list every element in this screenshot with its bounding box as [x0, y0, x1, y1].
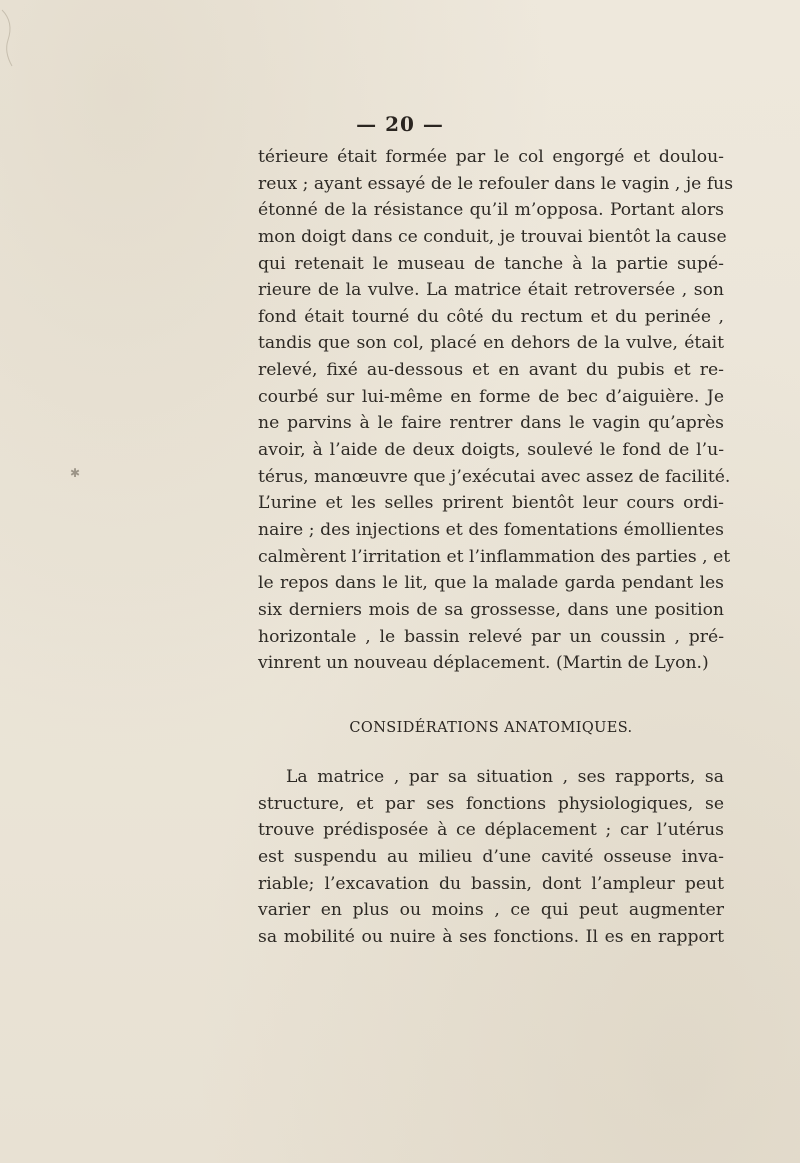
paragraph-anatomical-considerations — [258, 764, 724, 950]
text-line: ne parvins à le faire rentrer dans le vagin qu’après — [258, 413, 724, 434]
section-heading: CONSIDÉRATIONS ANATOMIQUES. — [349, 720, 633, 736]
paragraph-case-report — [258, 144, 734, 677]
text-line: térieure était formée par le col engorgé et doulou- — [258, 147, 724, 167]
text-line: structure, et par ses fonctions physiologiques, se — [258, 793, 724, 814]
text-line: riable; l’excavation du bassin, dont l’ampleur peut — [258, 873, 724, 894]
text-line: six derniers mois de sa grossesse, dans une position — [258, 599, 724, 620]
text-line: tandis que son col, placé en dehors de la vulve, était — [258, 333, 724, 354]
text-line: La matrice , par sa situation , ses rapports, sa — [286, 767, 724, 787]
text-line: naire ; des injections et des fomentations émollientes — [258, 519, 724, 540]
text-line: le repos dans le lit, que la malade garda pendant les — [258, 573, 724, 594]
text-line: étonné de la résistance qu’il m’opposa. Portant alors — [258, 200, 724, 221]
text-line: relevé, fixé au-dessous et en avant du pubis et re- — [258, 360, 724, 381]
text-line: sa mobilité ou nuire à ses fonctions. Il es en rapport — [258, 926, 724, 947]
text-line: fond était tourné du côté du rectum et du perinée , — [258, 306, 724, 327]
page-number: — 20 — — [356, 112, 444, 136]
ink-speck: ✱ — [70, 466, 81, 480]
text-line: trouve prédisposée à ce déplacement ; car l’utérus — [258, 820, 724, 841]
text-line: mon doigt dans ce conduit, je trouvai bientôt la cause — [258, 226, 727, 247]
text-line: qui retenait le museau de tanche à la partie supé- — [258, 253, 724, 274]
text-line: horizontale , le bassin relevé par un coussin , pré- — [258, 626, 724, 647]
text-line: L’urine et les selles prirent bientôt leur cours ordi- — [258, 493, 724, 514]
text-line: calmèrent l’irritation et l’inflammation des parties , et — [258, 546, 731, 567]
text-line: reux ; ayant essayé de le refouler dans le vagin , je fus — [258, 173, 734, 194]
text-line: vinrent un nouveau déplacement. (Martin de Lyon.) — [258, 653, 709, 674]
text-line: térus, manœuvre que j’exécutai avec assez de facilité. — [258, 466, 731, 487]
corner-stain — [0, 0, 40, 70]
text-line: varier en plus ou moins , ce qui peut augmenter — [258, 900, 724, 921]
text-line: courbé sur lui-même en forme de bec d’aiguière. Je — [258, 386, 724, 407]
text-line: avoir, à l’aide de deux doigts, soulevé le fond de l’u- — [258, 440, 724, 461]
text-line: rieure de la vulve. La matrice était retroversée , son — [258, 280, 724, 301]
text-line: est suspendu au milieu d’une cavité osseuse inva- — [258, 846, 724, 867]
